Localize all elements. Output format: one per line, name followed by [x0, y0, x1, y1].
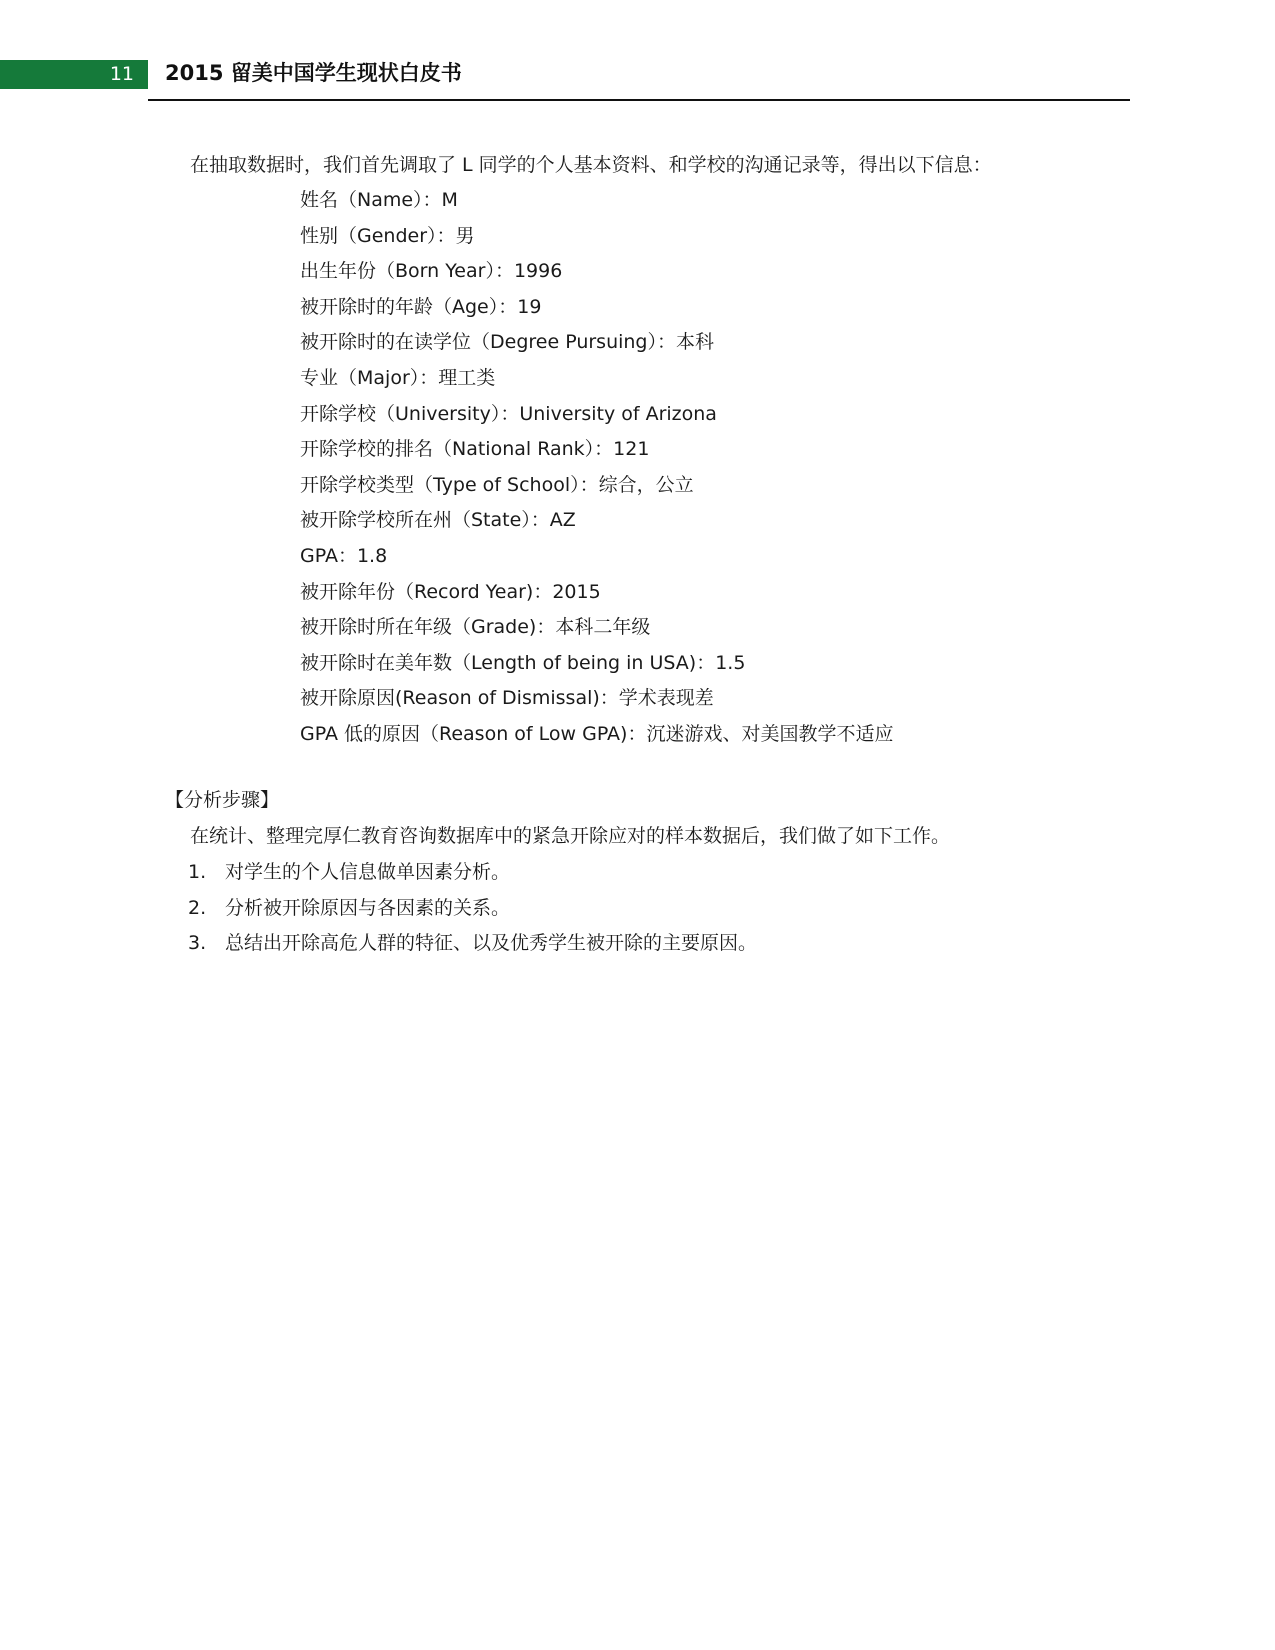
- info-item-length-in-usa: 被开除时在美年数（Length of being in USA)：1.5: [300, 651, 746, 674]
- info-item-record-year: 被开除年份（Record Year)：2015: [300, 580, 601, 603]
- analysis-intro: 在统计、整理完厚仁教育咨询数据库中的紧急开除应对的样本数据后，我们做了如下工作。: [190, 825, 951, 847]
- info-item-grade: 被开除时所在年级（Grade)：本科二年级: [300, 616, 651, 639]
- step-number: 2.: [188, 896, 207, 919]
- analysis-step: [188, 929, 757, 965]
- student-info-list: [300, 185, 893, 755]
- info-item-gpa: GPA：1.8: [300, 544, 388, 567]
- step-text: 分析被开除原因与各因素的关系。: [225, 896, 511, 919]
- info-item-low-gpa-reason: GPA 低的原因（Reason of Low GPA)：沉迷游戏、对美国教学不适应: [300, 722, 894, 745]
- step-text: 总结出开除高危人群的特征、以及优秀学生被开除的主要原因。: [225, 932, 758, 955]
- page-number-bar: [0, 60, 148, 89]
- step-text: 对学生的个人信息做单因素分析。: [225, 861, 511, 883]
- info-item-degree: 被开除时的在读学位（Degree Pursuing）：本科: [300, 331, 714, 354]
- analysis-step: [188, 894, 757, 930]
- step-number: 1.: [188, 861, 207, 883]
- step-number: 3.: [188, 932, 207, 955]
- info-item-state: 被开除学校所在州（State）：AZ: [300, 509, 576, 532]
- analysis-steps-list: [188, 858, 757, 965]
- info-item-gender: 性别（Gender）：男: [300, 224, 475, 247]
- info-item-name: 姓名（Name）：M: [300, 189, 458, 211]
- running-header-title: 2015 留美中国学生现状白皮书: [165, 61, 462, 85]
- info-item-school-type: 开除学校类型（Type of School）：综合，公立: [300, 473, 694, 496]
- info-item-national-rank: 开除学校的排名（National Rank）：121: [300, 438, 650, 461]
- intro-paragraph: 在抽取数据时，我们首先调取了 L 同学的个人基本资料、和学校的沟通记录等，得出以下信息：: [190, 154, 992, 176]
- page-number: 11: [109, 63, 134, 85]
- info-item-major: 专业（Major）：理工类: [300, 366, 496, 389]
- analysis-step: [188, 858, 757, 894]
- analysis-section-heading: 【分析步骤】: [165, 789, 280, 811]
- info-item-university: 开除学校（University）：University of Arizona: [300, 402, 717, 425]
- info-item-dismissal-reason: 被开除原因(Reason of Dismissal)：学术表现差: [300, 687, 714, 710]
- header-divider: [148, 99, 1130, 101]
- info-item-born-year: 出生年份（Born Year）：1996: [300, 260, 563, 283]
- info-item-age: 被开除时的年龄（Age）：19: [300, 295, 542, 318]
